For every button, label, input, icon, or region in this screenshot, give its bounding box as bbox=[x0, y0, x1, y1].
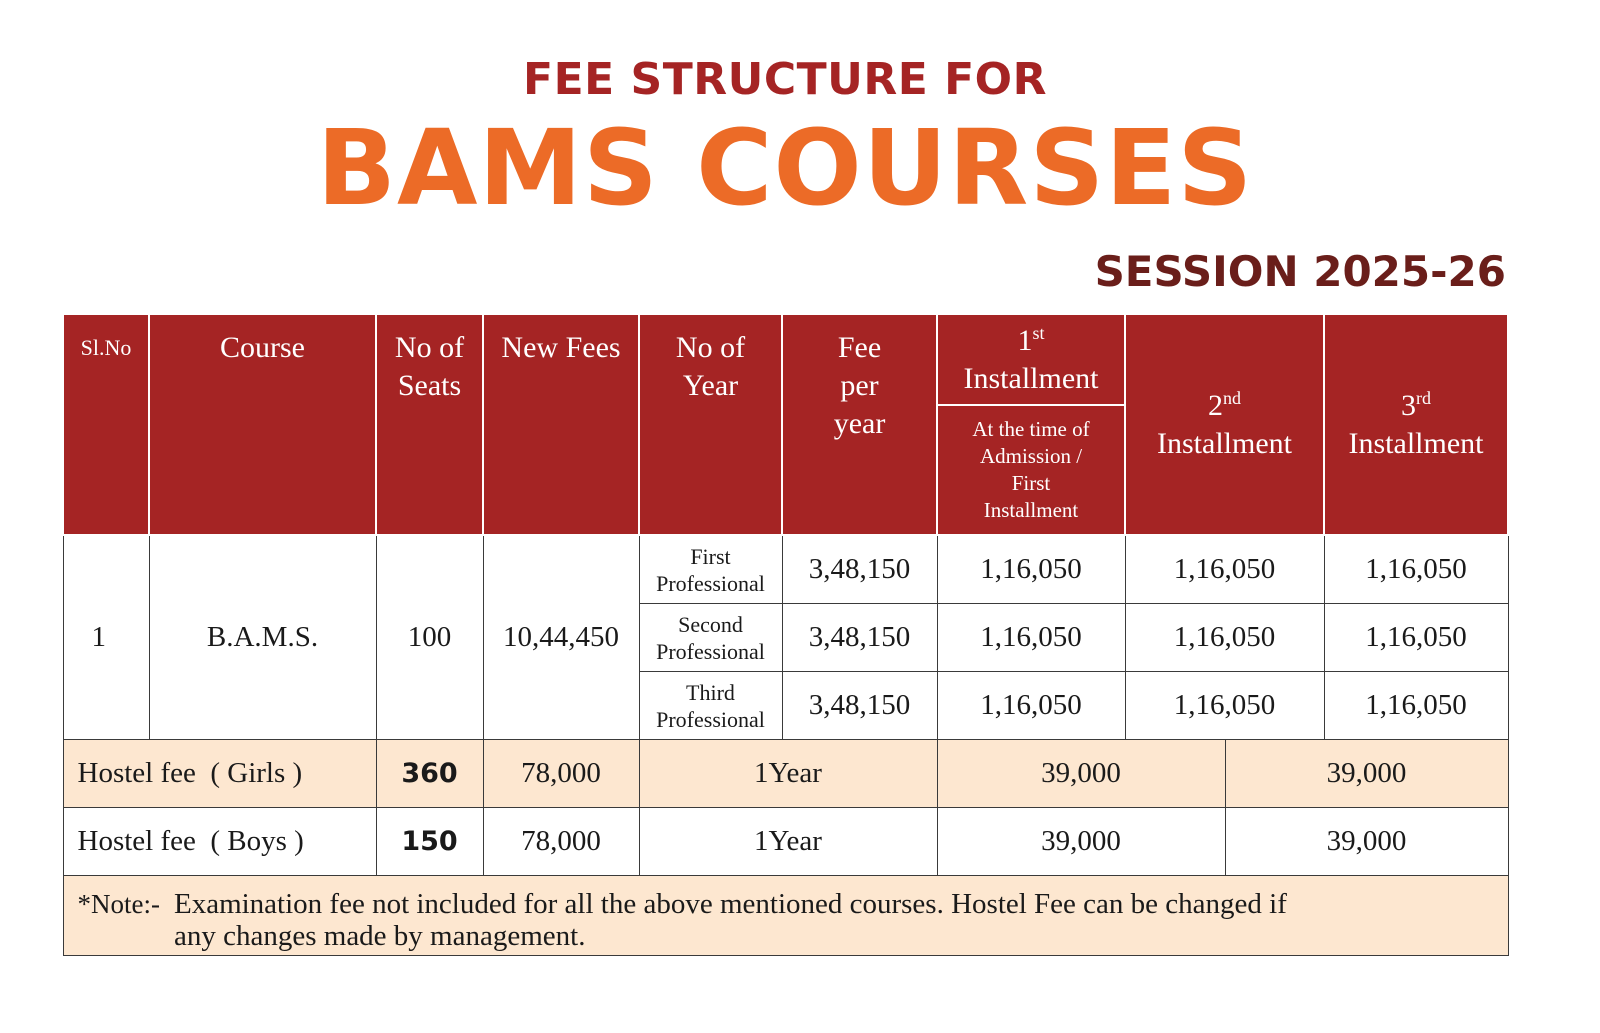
note-label: *Note:- bbox=[77, 889, 160, 919]
fee-table bbox=[62, 313, 1509, 956]
col-no-of-year: No of Year bbox=[639, 314, 782, 535]
cell-inst3: 1,16,050 bbox=[1324, 535, 1508, 604]
hostel-duration: 1Year bbox=[639, 808, 937, 876]
hostel-part1: 39,000 bbox=[937, 808, 1225, 876]
cell-inst1: 1,16,050 bbox=[937, 672, 1125, 740]
col-3rd-installment: 3rd Installment bbox=[1324, 314, 1508, 535]
col-sl-no: Sl.No bbox=[63, 314, 149, 535]
cell-fee-per-year: 3,48,150 bbox=[782, 535, 937, 604]
table-row bbox=[63, 535, 1508, 604]
title-line-1: FEE STRUCTURE FOR bbox=[523, 54, 1047, 105]
col-2nd-installment: 2nd Installment bbox=[1125, 314, 1324, 535]
title-line-2: BAMS COURSES bbox=[316, 107, 1254, 229]
note-cell bbox=[63, 876, 1508, 956]
cell-sl-no: 1 bbox=[63, 535, 149, 740]
cell-fee-per-year: 3,48,150 bbox=[782, 604, 937, 672]
cell-inst3: 1,16,050 bbox=[1324, 672, 1508, 740]
hostel-row-boys bbox=[63, 808, 1508, 876]
cell-year-name: Third Professional bbox=[639, 672, 782, 740]
hostel-part2: 39,000 bbox=[1225, 740, 1508, 808]
hostel-seats: 360 bbox=[376, 740, 483, 808]
hostel-part1: 39,000 bbox=[937, 740, 1225, 808]
hostel-duration: 1Year bbox=[639, 740, 937, 808]
col-fee-per-year: Fee per year bbox=[782, 314, 937, 535]
cell-inst2: 1,16,050 bbox=[1125, 672, 1324, 740]
cell-new-fees: 10,44,450 bbox=[483, 535, 639, 740]
col-no-of-seats: No of Seats bbox=[376, 314, 483, 535]
hostel-seats: 150 bbox=[376, 808, 483, 876]
hostel-row-girls bbox=[63, 740, 1508, 808]
cell-course: B.A.M.S. bbox=[149, 535, 376, 740]
session-label: SESSION 2025-26 bbox=[1094, 247, 1506, 296]
col-1st-installment-sub: At the time of Admission / First Installment bbox=[937, 405, 1125, 535]
cell-inst1: 1,16,050 bbox=[937, 535, 1125, 604]
cell-inst1: 1,16,050 bbox=[937, 604, 1125, 672]
hostel-label: Hostel fee ( Girls ) bbox=[63, 740, 376, 808]
cell-inst2: 1,16,050 bbox=[1125, 604, 1324, 672]
col-course: Course bbox=[149, 314, 376, 535]
cell-seats: 100 bbox=[376, 535, 483, 740]
col-new-fees: New Fees bbox=[483, 314, 639, 535]
col-1st-installment: 1st Installment bbox=[937, 314, 1125, 405]
hostel-fee: 78,000 bbox=[483, 808, 639, 876]
cell-inst2: 1,16,050 bbox=[1125, 535, 1324, 604]
cell-year-name: Second Professional bbox=[639, 604, 782, 672]
hostel-part2: 39,000 bbox=[1225, 808, 1508, 876]
cell-fee-per-year: 3,48,150 bbox=[782, 672, 937, 740]
hostel-label: Hostel fee ( Boys ) bbox=[63, 808, 376, 876]
cell-inst3: 1,16,050 bbox=[1324, 604, 1508, 672]
note-text: Examination fee not included for all the above mentioned courses. Hostel Fee can be changed if any changes made by management. bbox=[173, 888, 1287, 952]
note-row bbox=[63, 876, 1508, 956]
cell-year-name: First Professional bbox=[639, 535, 782, 604]
hostel-fee: 78,000 bbox=[483, 740, 639, 808]
